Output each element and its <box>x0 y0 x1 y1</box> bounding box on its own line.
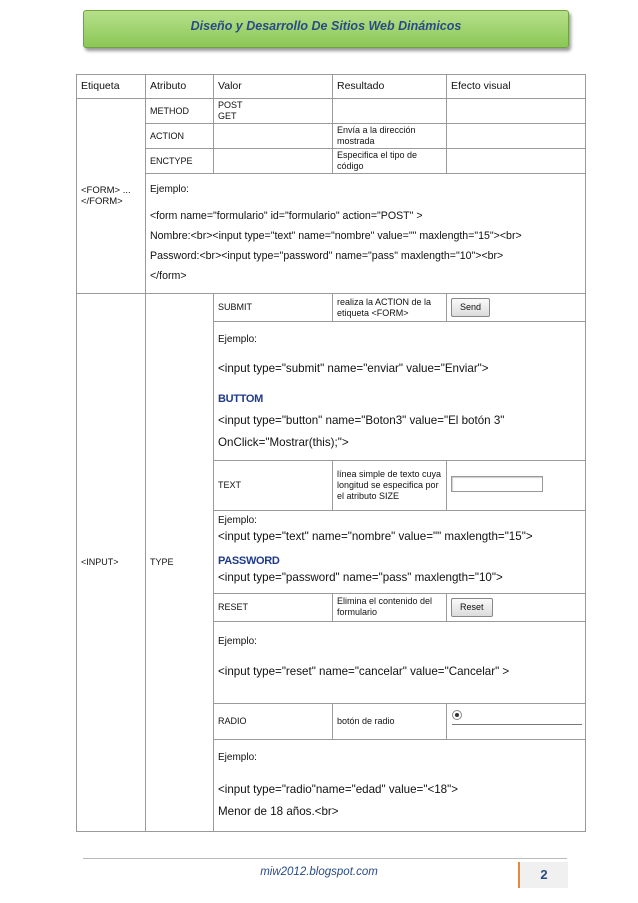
form-tag-cell <box>77 99 146 294</box>
radio-example-label: Ejemplo: <box>214 739 586 775</box>
input-tag: <INPUT> <box>81 556 119 567</box>
result-text: línea simple de texto cuya longitud se especifica por el atributo SIZE <box>333 460 447 510</box>
visual-text <box>447 460 586 510</box>
form-example-code <box>146 206 586 294</box>
result-radio: botón de radio <box>333 703 447 739</box>
table-row <box>77 99 586 124</box>
visual-submit <box>447 294 586 322</box>
value-radio: RADIO <box>214 703 333 739</box>
header-row <box>77 75 586 99</box>
password-label: PASSWORD <box>218 554 280 567</box>
reset-example-code: <input type="reset" name="cancelar" value="Cancelar" > <box>214 661 586 703</box>
code-line: <input type="password" name="pass" maxlength="10"> <box>218 570 503 584</box>
page-number: 2 <box>518 862 568 888</box>
code-line: Menor de 18 años.<br> <box>218 805 339 818</box>
col-etiqueta: Etiqueta <box>77 75 146 99</box>
footer-divider <box>83 858 567 859</box>
value-reset: RESET <box>214 593 333 621</box>
submit-example-label: Ejemplo: <box>214 322 586 358</box>
document-title: Diseño y Desarrollo De Sitios Web Dinámicos <box>190 19 462 33</box>
code-line: OnClick="Mostrar(this);"> <box>218 435 349 449</box>
visual-enctype <box>447 149 586 174</box>
value-text: TEXT <box>214 460 333 510</box>
radio-preview[interactable] <box>452 710 462 720</box>
text-input-preview[interactable] <box>451 476 543 492</box>
spacer <box>218 380 581 388</box>
form-example-label: Ejemplo: <box>146 174 586 206</box>
attr-action: ACTION <box>146 124 214 149</box>
col-atributo: Atributo <box>146 75 214 99</box>
result-action: Envía a la dirección mostrada <box>333 124 447 149</box>
header-banner <box>83 10 569 48</box>
table-row <box>77 174 586 206</box>
visual-method <box>447 99 586 124</box>
submit-example-code <box>214 358 586 461</box>
code-line: Password:<br><input type="password" name="pass" maxlength="10"><br> <box>150 249 504 262</box>
buttom-label: BUTTOM <box>218 392 264 405</box>
reset-button[interactable]: Reset <box>451 598 493 617</box>
col-efecto: Efecto visual <box>447 75 586 99</box>
result-method <box>333 99 447 124</box>
footer-url[interactable]: miw2012.blogspot.com <box>260 866 378 878</box>
visual-reset <box>447 593 586 621</box>
send-button[interactable]: Send <box>451 298 490 317</box>
value-enctype <box>214 149 333 174</box>
value-method: POST GET <box>214 99 333 124</box>
type-attr: TYPE <box>150 556 174 567</box>
input-tag-cell <box>77 294 146 832</box>
radio-example-code <box>214 775 586 831</box>
attr-method: METHOD <box>146 99 214 124</box>
col-valor: Valor <box>214 75 333 99</box>
visual-radio <box>447 703 586 739</box>
code-line: </form> <box>150 269 187 282</box>
code-line: Nombre:<br><input type="text" name="nombre" value="" maxlength="15"><br> <box>150 229 522 242</box>
attr-enctype: ENCTYPE <box>146 149 214 174</box>
value-submit: SUBMIT <box>214 294 333 322</box>
code-line: <input type="text" name="nombre" value="" maxlength="15"> <box>218 529 533 543</box>
code-line: <form name="formulario" id="formulario" action="POST" > <box>150 209 423 222</box>
result-submit: realiza la ACTION de la etiqueta <FORM> <box>333 294 447 322</box>
table-row <box>77 294 586 322</box>
value-action <box>214 124 333 149</box>
code-line: <input type="radio"name="edad" value="<18"> <box>218 783 458 796</box>
visual-action <box>447 124 586 149</box>
type-attr-cell <box>146 294 214 832</box>
code-line: <input type="submit" name="enviar" value="Enviar"> <box>218 361 489 375</box>
table-row <box>77 124 586 149</box>
text-example-label: Ejemplo: <box>218 514 257 526</box>
result-enctype: Especifica el tipo de código <box>333 149 447 174</box>
radio-underline <box>452 724 582 725</box>
table-row <box>77 149 586 174</box>
col-resultado: Resultado <box>333 75 447 99</box>
result-reset: Elimina el contenido del formulario <box>333 593 447 621</box>
code-line: <input type="button" name="Boton3" value="El botón 3" <box>218 413 505 427</box>
reference-table <box>76 74 586 832</box>
text-example-cell <box>214 510 586 593</box>
reset-example-label: Ejemplo: <box>214 621 586 661</box>
table-row <box>77 206 586 294</box>
form-tag: <FORM> ... </FORM> <box>81 185 131 207</box>
